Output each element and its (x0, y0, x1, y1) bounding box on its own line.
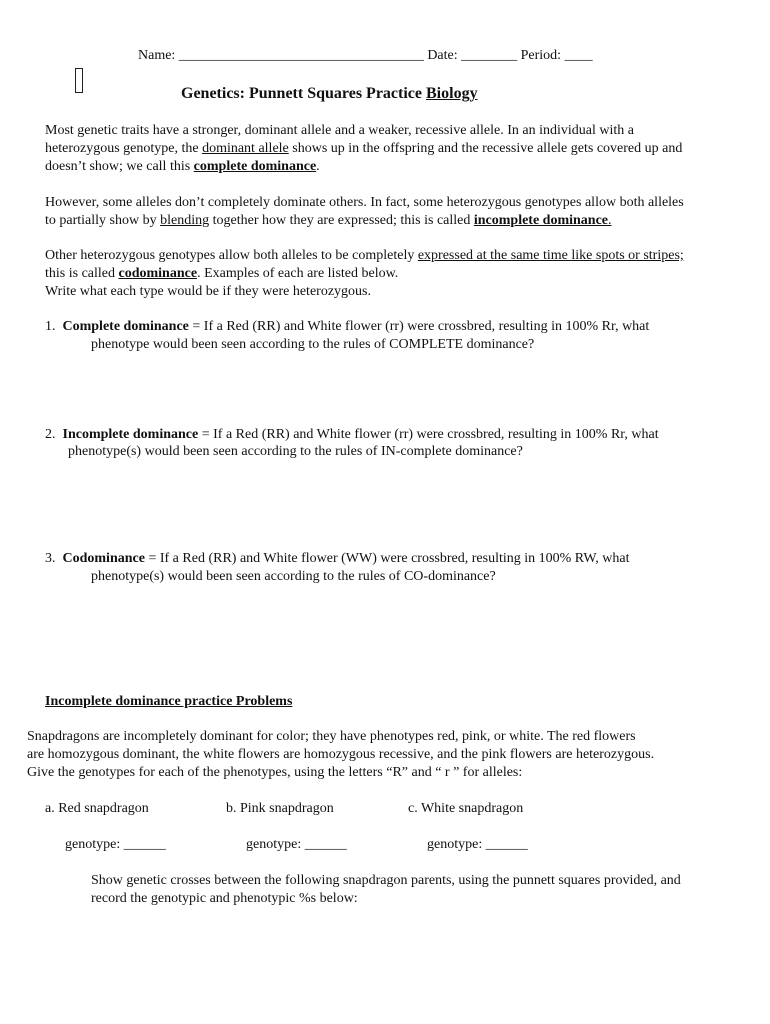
intro-p3-line2 (45, 265, 398, 283)
placeholder-glyph-icon (75, 68, 83, 93)
text-run: shows up in the offspring and the recessive allele gets covered up and (288, 141, 683, 156)
question-text: = If a Red (RR) and White flower (WW) were crossbred, resulting in 100% RW, what (144, 551, 630, 566)
intro-p3-line1 (45, 247, 684, 265)
question-3-line2: phenotype(s) would been seen according to the rules of CO-dominance? (91, 569, 496, 584)
text-run: together how they are expressed; this is called (209, 213, 474, 228)
expressed-phrase: expressed at the same time like spots or stripes; (417, 248, 684, 263)
title-subject: Biology (426, 85, 478, 102)
incomplete-dominance-term: incomplete dominance (473, 213, 609, 228)
practice-line3: Give the genotypes for each of the phenotypes, using the letters “R” and “ r ” for alleles: (27, 765, 523, 780)
practice-heading: Incomplete dominance practice Problems (45, 694, 293, 709)
item-a-label: a. Red snapdragon (45, 801, 149, 816)
text-run: . (608, 213, 612, 228)
intro-p2-line1: However, some alleles don’t completely dominate others. In fact, some heterozygous genotypes allow both alleles (45, 195, 684, 210)
intro-p2-line2 (45, 212, 612, 230)
question-3 (45, 550, 630, 568)
intro-p1-line1: Most genetic traits have a stronger, dominant allele and a weaker, recessive allele. In an individual with a (45, 123, 634, 138)
question-term: Codominance (62, 551, 145, 566)
question-text: = If a Red (RR) and White flower (rr) were crossbred, resulting in 100% Rr, what (198, 427, 659, 442)
practice-line1: Snapdragons are incompletely dominant for color; they have phenotypes red, pink, or white. The red flowers (27, 729, 636, 744)
dominant-allele-term: dominant allele (202, 141, 289, 156)
text-run: heterozygous genotype, the (45, 141, 203, 156)
question-term: Complete dominance (62, 319, 189, 334)
question-1-line2: phenotype would been seen according to the rules of COMPLETE dominance? (91, 337, 535, 352)
codominance-term: codominance (118, 266, 198, 281)
question-text: = If a Red (RR) and White flower (rr) were crossbred, resulting in 100% Rr, what (188, 319, 650, 334)
question-2 (45, 426, 659, 444)
question-number: 1. (45, 319, 56, 334)
question-1 (45, 318, 649, 336)
practice-line2: are homozygous dominant, the white flowers are homozygous recessive, and the pink flowers are heterozygous. (27, 747, 655, 762)
name-date-period-line: Name: ___________________________________ Date: ________ Period: ____ (138, 48, 593, 63)
question-number: 2. (45, 427, 56, 442)
cross-instructions-line2: record the genotypic and phenotypic %s below: (91, 891, 358, 906)
item-c-genotype-blank: genotype: ______ (427, 837, 528, 852)
item-c-label: c. White snapdragon (408, 801, 524, 816)
question-2-line2: phenotype(s) would been seen according to the rules of IN-complete dominance? (68, 444, 523, 459)
complete-dominance-term: complete dominance (193, 159, 317, 174)
item-a-genotype-blank: genotype: ______ (65, 837, 166, 852)
title-main: Genetics: Punnett Squares Practice (181, 85, 426, 102)
text-run: to partially show by (45, 213, 161, 228)
intro-p1-line3 (45, 158, 320, 176)
question-term: Incomplete dominance (62, 427, 199, 442)
intro-p1-line2 (45, 140, 682, 158)
cross-instructions-line1: Show genetic crosses between the following snapdragon parents, using the punnett squares provided, and (91, 873, 681, 888)
text-run: this is called (45, 266, 119, 281)
blending-term: blending (160, 213, 210, 228)
text-run: doesn’t show; we call this (45, 159, 194, 174)
text-run: . (316, 159, 320, 174)
item-b-genotype-blank: genotype: ______ (246, 837, 347, 852)
intro-p3-line3: Write what each type would be if they were heterozygous. (45, 284, 371, 299)
text-run: Other heterozygous genotypes allow both alleles to be completely (45, 248, 418, 263)
item-b-label: b. Pink snapdragon (226, 801, 334, 816)
page-title (181, 85, 478, 103)
text-run: . Examples of each are listed below. (197, 266, 399, 281)
question-number: 3. (45, 551, 56, 566)
